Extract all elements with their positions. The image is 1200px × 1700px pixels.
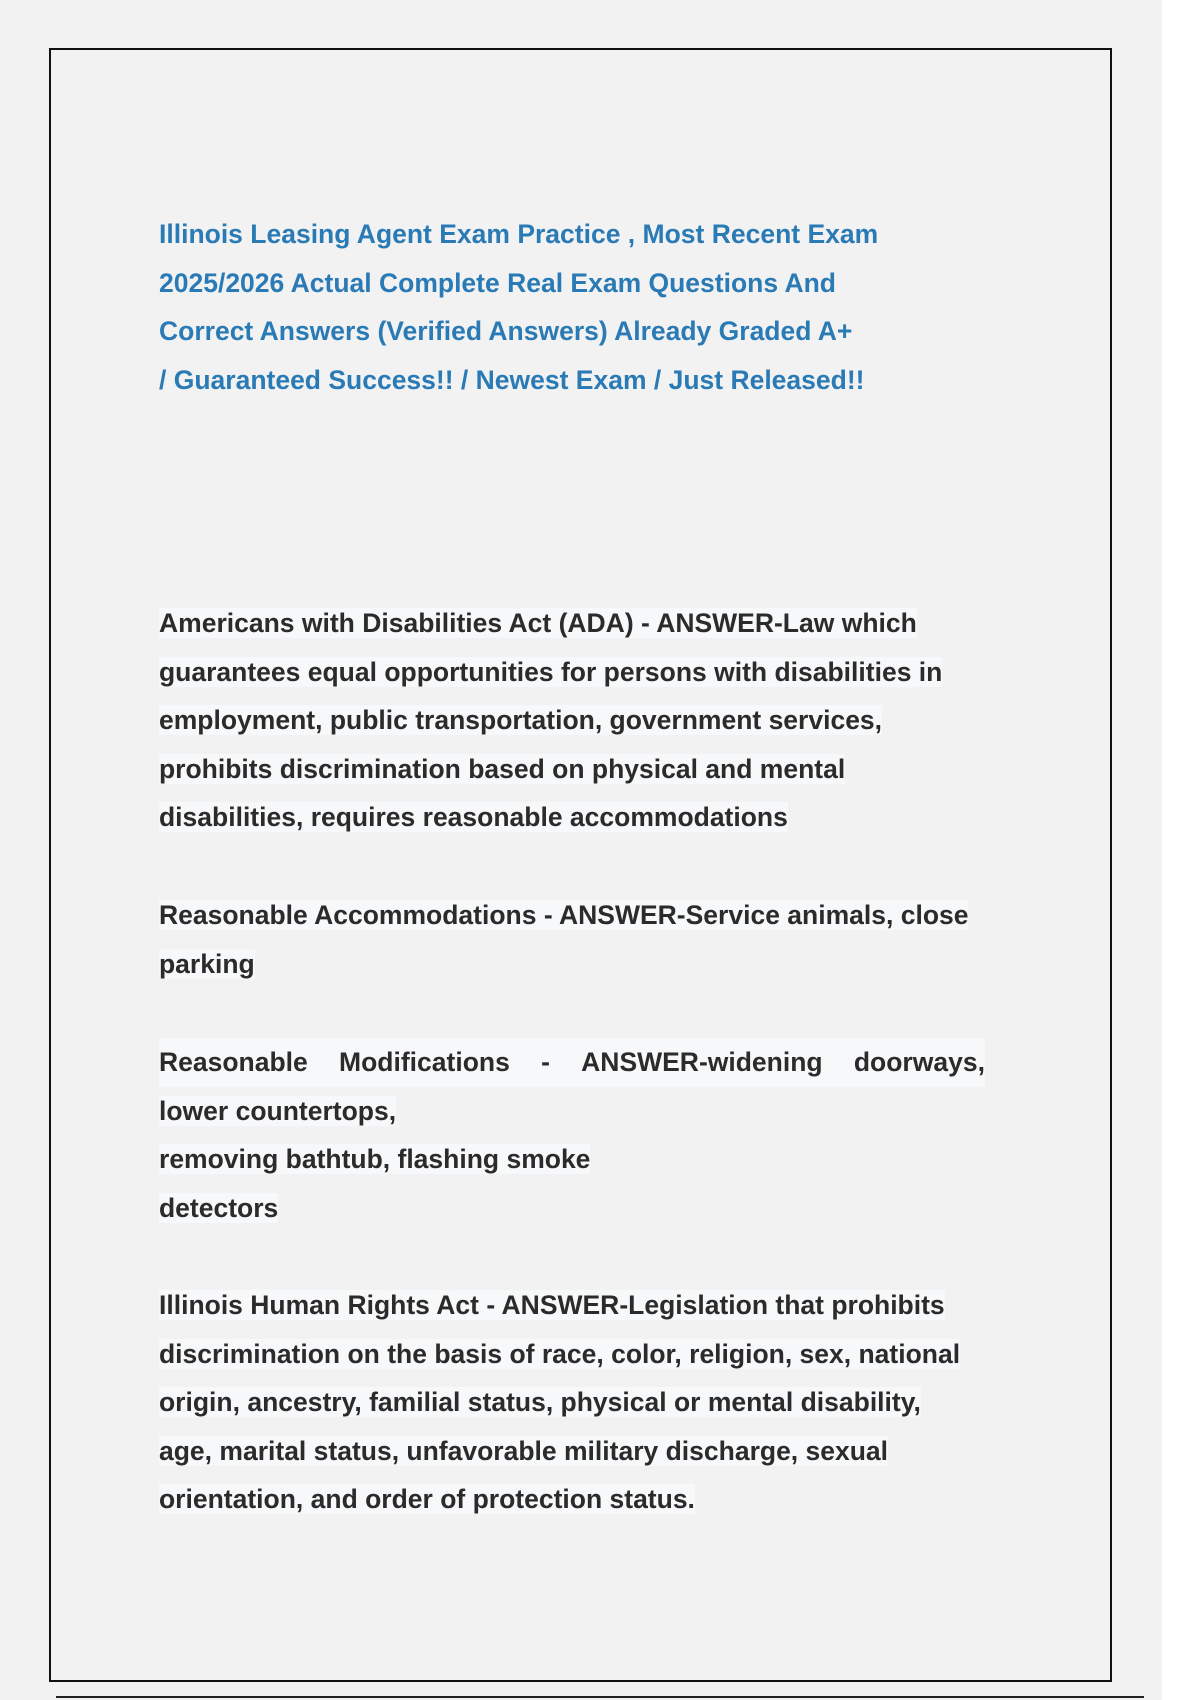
entry-word: Modifications bbox=[339, 1047, 510, 1077]
entry-line: guarantees equal opportunities for persons with disabilities in bbox=[159, 656, 943, 687]
title-line: Illinois Leasing Agent Exam Practice , Most Recent Exam bbox=[159, 219, 879, 249]
entry-word: Reasonable bbox=[159, 1047, 308, 1077]
viewer-margin bbox=[1162, 0, 1200, 1700]
qa-entry-reasonable-accommodations bbox=[159, 891, 968, 988]
entry-line bbox=[159, 1038, 985, 1087]
entry-line: detectors bbox=[159, 1192, 279, 1223]
title-line: Correct Answers (Verified Answers) Already Graded A+ bbox=[159, 316, 853, 346]
entry-word: ANSWER-widening bbox=[581, 1047, 823, 1077]
entry-line: employment, public transportation, government services, bbox=[159, 705, 883, 735]
qa-entry-ada bbox=[159, 599, 942, 842]
entry-line: origin, ancestry, familial status, physical or mental disability, bbox=[159, 1387, 921, 1417]
entry-line: lower countertops, bbox=[159, 1095, 397, 1126]
entry-line: discrimination on the basis of race, color, religion, sex, national bbox=[159, 1338, 961, 1369]
title-line: / Guaranteed Success!! / Newest Exam / Just Released!! bbox=[159, 364, 865, 395]
entry-line: Reasonable Accommodations - ANSWER-Service animals, close bbox=[159, 900, 969, 930]
title-line: 2025/2026 Actual Complete Real Exam Questions And bbox=[159, 267, 836, 298]
document-title bbox=[159, 210, 1019, 404]
entry-line: orientation, and order of protection status. bbox=[159, 1484, 695, 1514]
document-page bbox=[49, 48, 1112, 1682]
entry-line: removing bathtub, flashing smoke bbox=[159, 1144, 591, 1174]
entry-line: prohibits discrimination based on physical and mental bbox=[159, 753, 846, 784]
entry-line: parking bbox=[159, 948, 255, 979]
entry-line: age, marital status, unfavorable military discharge, sexual bbox=[159, 1435, 889, 1466]
entry-line: Illinois Human Rights Act - ANSWER-Legislation that prohibits bbox=[159, 1290, 945, 1320]
entry-word: - bbox=[541, 1047, 550, 1077]
qa-entry-illinois-human-rights-act bbox=[159, 1281, 960, 1524]
entry-word: doorways, bbox=[853, 1047, 985, 1077]
entry-line: disabilities, requires reasonable accommodations bbox=[159, 802, 788, 832]
page-bottom-rule bbox=[56, 1696, 1144, 1698]
entry-line: Americans with Disabilities Act (ADA) - ANSWER-Law which bbox=[159, 608, 917, 638]
qa-entry-reasonable-modifications bbox=[159, 1038, 985, 1232]
